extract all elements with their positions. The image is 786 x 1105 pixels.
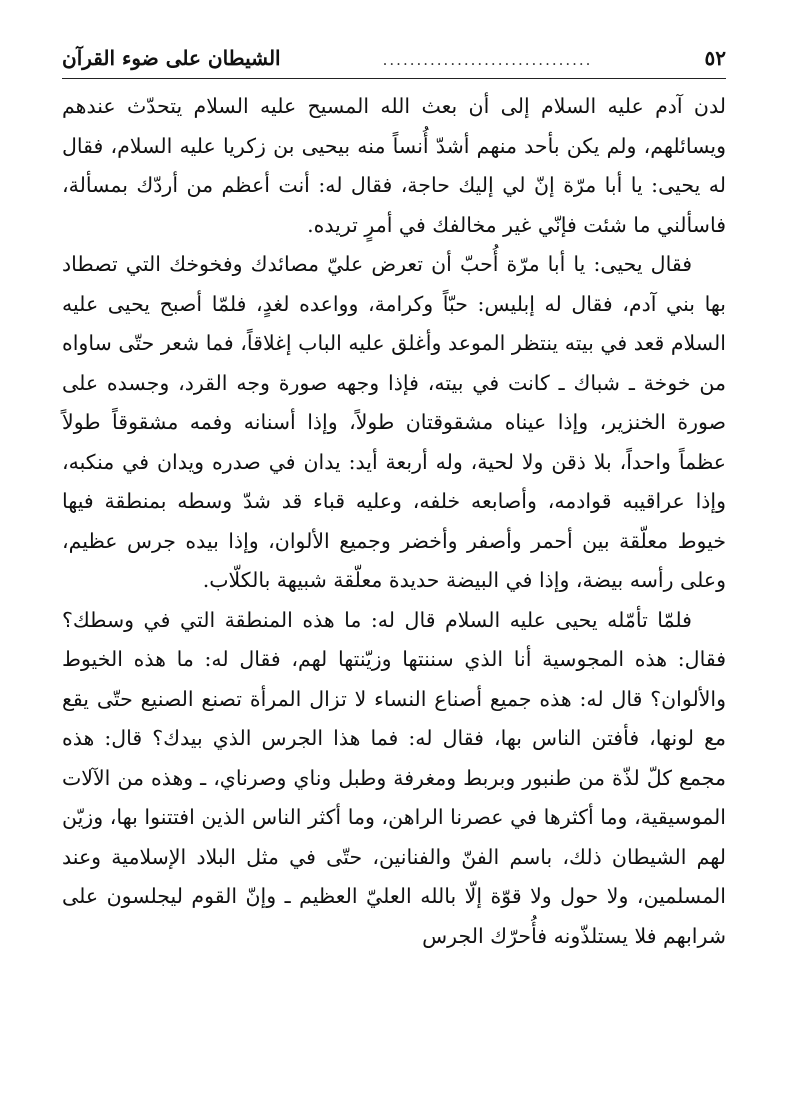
paragraph-2: فقال يحيى: يا أبا مرّة أُحبّ أن تعرض عليّ مصائدك وفخوخك التي تصطاد بها بني آدم، فقال له إبليس: حبّاً وكرامة، وواعده لغدٍ، فلمّا أصبح يحيى عليه السلام قعد في بيته ينتظر الموعد وأغلق عليه الباب إغلاقاً، فما شعر حتّى ساواه من خوخة ـ شباك ـ كانت في بيته، فإذا وجهه صورة وجه القرد، وجسده على صورة الخنزير، وإذا عيناه مشقوقتان طولاً، وإذا أسنانه وفمه مشقوقاً طولاً عظماً واحداً، بلا ذقن ولا لحية، وله أربعة أيد: يدان في صدره ويدان في منكبه، وإذا عراقيبه قوادمه، وأصابعه خلفه، وعليه قباء قد شدّ وسطه بمنطقة فيها خيوط معلّقة بين أحمر وأصفر وأخضر وجميع الألوان، وإذا بيده جرس عظيم، وعلى رأسه بيضة، وإذا في البيضة حديدة معلّقة شبيهة بالكلّاب. [62,252,726,592]
paragraph-3: فلمّا تأمّله يحيى عليه السلام قال له: ما هذه المنطقة التي في وسطك؟ فقال: هذه المجوسية أنا الذي سننتها وزيّنتها لهم، فقال له: ما هذه الخيوط والألوان؟ قال له: هذه جميع أصناع النساء لا تزال المرأة تصنع الصنيع حتّى يقع مع لونها، فأفتن الناس بها، فقال له: فما هذا الجرس الذي بيدك؟ قال: هذه مجمع كلّ لذّة من طنبور وبربط ومغرفة وطبل وناي وصرناي، ـ وهذه من الآلات الموسيقية، وما أكثرها في عصرنا الراهن، وما أكثر الناس الذين افتتنوا بها، وزيّن لهم الشيطان ذلك، باسم الفنّ والفنانين، حتّى في مثل البلاد الإسلامية وعند المسلمين، ولا حول ولا قوّة إلّا بالله العليّ العظيم ـ وإنّ القوم ليجلسون على شرابهم فلا يستلذّونه فأُحرّك الجرس [62,607,726,948]
running-header [62,44,726,79]
page-number: ٥٢ [704,46,726,70]
book-page [62,44,726,1084]
running-title: الشيطان على ضوء القرآن [62,46,281,70]
header-dot-leader: ............................... [382,51,593,69]
paragraph-1: لدن آدم عليه السلام إلى أن بعث الله المسيح عليه السلام يتحدّث عندهم ويسائلهم، ولم يكن بأحد منهم أشدّ أُنساً منه بيحيى بن زكريا عليه السلام، فقال له يحيى: يا أبا مرّة إنّ لي إليك حاجة، فقال له: أنت أعظم من أردّك بمسألة، فاسألني ما شئت فإنّي غير مخالفك في أمرٍ تريده. [62,94,726,237]
body-text [62,87,726,956]
